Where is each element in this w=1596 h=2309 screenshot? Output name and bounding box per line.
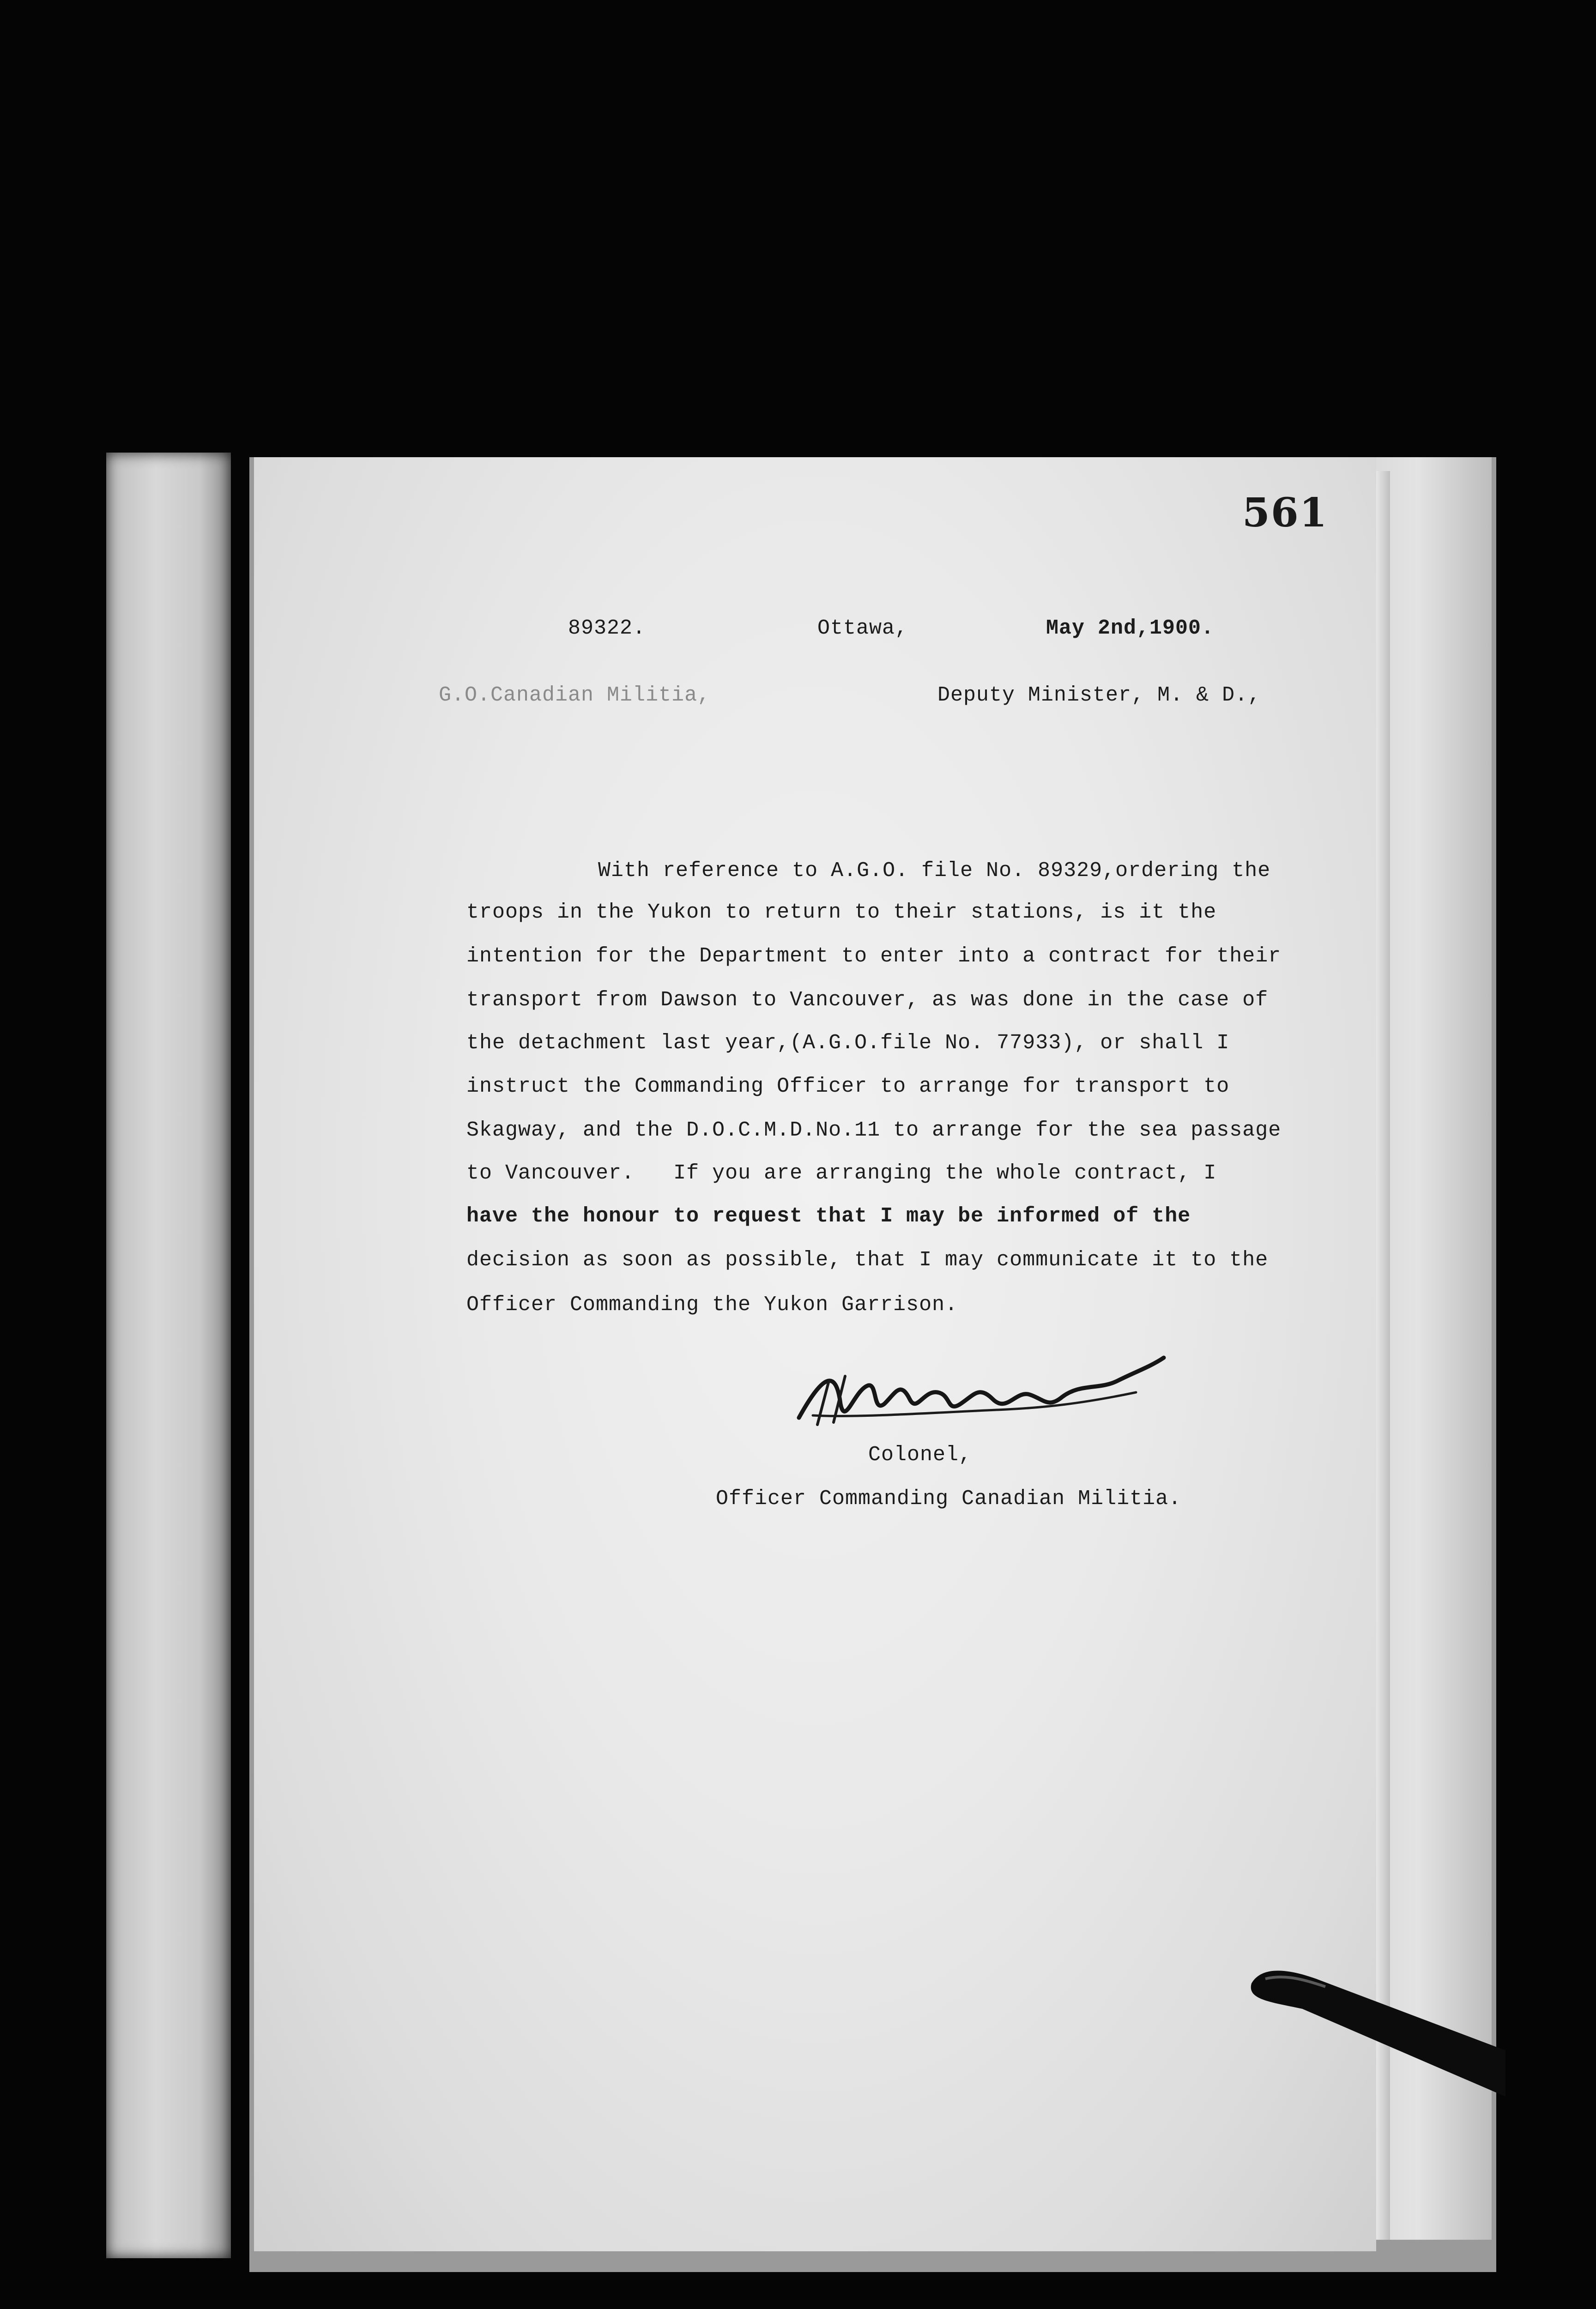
body-line: intention for the Department to enter into a contract for their bbox=[466, 944, 1282, 968]
signature bbox=[785, 1348, 1201, 1441]
folio-number: 561 bbox=[1242, 490, 1328, 536]
body-line: troops in the Yukon to return to their stations, is it the bbox=[466, 901, 1217, 924]
closing-title: Officer Commanding Canadian Militia. bbox=[716, 1487, 1182, 1511]
file-number: 89322. bbox=[568, 617, 646, 640]
body-line: to Vancouver. If you are arranging the whole contract, I bbox=[466, 1161, 1217, 1185]
letter-page bbox=[254, 457, 1376, 2251]
body-line: the detachment last year,(A.G.O.file No. 77933), or shall I bbox=[466, 1031, 1230, 1055]
body-line: decision as soon as possible, that I may communicate it to the bbox=[466, 1248, 1269, 1272]
body-line: have the honour to request that I may be informed of the bbox=[466, 1204, 1191, 1228]
body-line: With reference to A.G.O. file No. 89329,ordering the bbox=[598, 859, 1271, 882]
body-line: Officer Commanding the Yukon Garrison. bbox=[466, 1293, 958, 1317]
body-line: Skagway, and the D.O.C.M.D.No.11 to arrange for the sea passage bbox=[466, 1118, 1282, 1142]
letter-date: May 2nd,1900. bbox=[1046, 617, 1215, 640]
body-line: instruct the Commanding Officer to arrange for transport to bbox=[466, 1075, 1230, 1098]
pen bbox=[1247, 1958, 1505, 2106]
sender: G.O.Canadian Militia, bbox=[439, 683, 711, 707]
closing-rank: Colonel, bbox=[868, 1443, 972, 1467]
body-line: transport from Dawson to Vancouver, as was done in the case of bbox=[466, 988, 1269, 1012]
place: Ottawa, bbox=[817, 617, 908, 640]
adjacent-page-strip bbox=[106, 453, 231, 2258]
recipient: Deputy Minister, M. & D., bbox=[937, 683, 1261, 707]
